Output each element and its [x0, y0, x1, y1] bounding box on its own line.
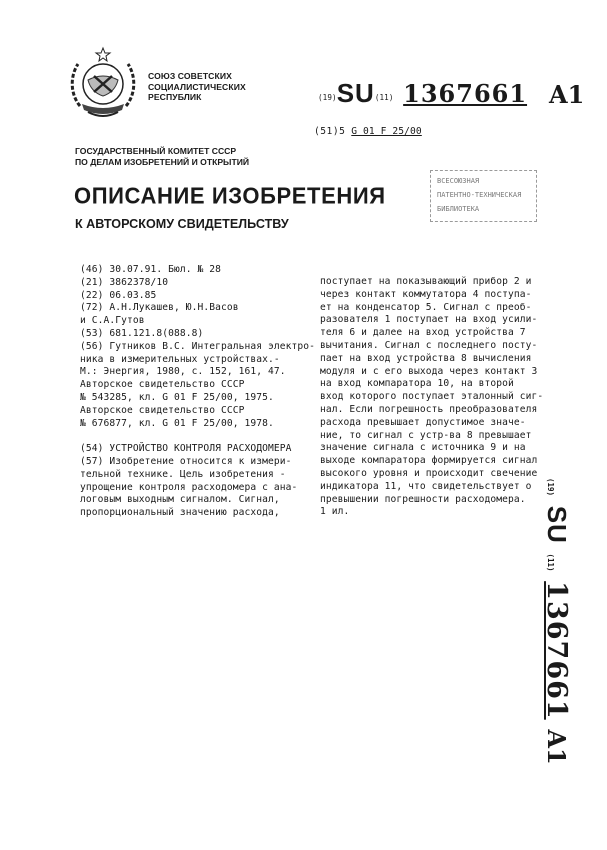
text-line: пает на вход устройства 8 вычисления — [320, 352, 532, 364]
text-line: теля 6 и далее на вход устройства 7 — [320, 327, 526, 339]
text-line: (21) 3862378/10 — [80, 276, 169, 288]
text-line: (72) А.Н.Лукашев, Ю.Н.Васов — [80, 302, 239, 314]
text-line: вход которого поступает эталонный сиг- — [320, 391, 544, 403]
patent-number-block — [318, 78, 527, 109]
text-line: разователя 1 поступает на вход усили- — [320, 314, 538, 326]
text-line: 1 ил. — [320, 506, 350, 518]
side-patent-number: 1367661 — [541, 581, 572, 720]
text-line: вычитания. Сигнал с последнего посту- — [320, 339, 538, 351]
side-code-19: (19) — [546, 478, 555, 497]
text-line: (56) Гутников В.С. Интегральная электро- — [80, 340, 316, 352]
text-line: поступает на показывающий прибор 2 и — [320, 276, 532, 287]
text-line: превышении погрешности расходомера. — [320, 493, 526, 505]
side-kind-code: A1 — [542, 729, 571, 765]
text-line: высокого уровня и происходит свечение — [320, 467, 538, 479]
country-name: СОЮЗ СОВЕТСКИХ СОЦИАЛИСТИЧЕСКИХ РЕСПУБЛИК — [148, 71, 246, 102]
code-19-label: (19) — [318, 93, 337, 102]
ipc-value: G 01 F 25/00 — [351, 126, 422, 137]
text-line: логовым выходным сигналом. Сигнал, — [80, 494, 280, 506]
text-line: ние, то сигнал с устр-ва 8 превышает — [320, 429, 532, 441]
text-line: ника в измерительных устройствах.- — [80, 353, 280, 365]
text-line: (53) 681.121.8(088.8) — [80, 327, 204, 339]
text-line: выходе компаратора формируется сигнал — [320, 455, 538, 467]
text-line: через контакт коммутатора 4 поступа- — [320, 288, 532, 300]
state-committee: ГОСУДАРСТВЕННЫЙ КОМИТЕТ СССР ПО ДЕЛАМ ИЗОБРЕТЕНИЙ И ОТКРЫТИЙ — [75, 146, 250, 167]
text-line: (54) УСТРОЙСТВО КОНТРОЛЯ РАСХОДОМЕРА — [80, 443, 292, 455]
text-line: (46) 30.07.91. Бюл. № 28 — [80, 264, 222, 275]
text-line: Авторское свидетельство СССР — [80, 404, 245, 416]
text-line: Авторское свидетельство СССР — [80, 379, 245, 391]
document-title: ОПИСАНИЕ ИЗОБРЕТЕНИЯ — [74, 182, 386, 209]
text-line: тельной технике. Цель изобретения - — [80, 468, 286, 480]
patent-number: 1367661 — [403, 79, 528, 108]
text-line: М.: Энергия, 1980, с. 152, 161, 47. — [80, 366, 286, 378]
kind-code: A1 — [549, 80, 585, 109]
ipc-classification — [314, 126, 422, 137]
library-stamp: ВСЕСОЮЗНАЯ ПАТЕНТНО-ТЕХНИЧЕСКАЯ БИБЛИОТЕКА — [430, 170, 537, 222]
text-line: нал. Если погрешность преобразователя — [320, 403, 538, 415]
text-line: № 543285, кл. G 01 F 25/00, 1975. — [80, 391, 274, 403]
code-11-label: (11) — [374, 93, 394, 102]
text-line: (22) 06.03.85 — [80, 289, 157, 301]
text-line: и С.А.Гутов — [80, 315, 145, 327]
ussr-emblem-icon — [68, 46, 138, 122]
document-subtitle: К АВТОРСКОМУ СВИДЕТЕЛЬСТВУ — [75, 217, 289, 231]
text-line: индикатора 11, что свидетельствует о — [320, 480, 532, 492]
text-line: модуля и с его выхода через контакт 3 — [320, 365, 538, 377]
text-line: (57) Изобретение относится к измери- — [80, 455, 292, 467]
text-line: пропорциональный значению расхода, — [80, 507, 280, 519]
text-line: упрощение контроля расходомера с ана- — [80, 481, 298, 493]
text-line — [80, 430, 312, 443]
side-code-11: (11) — [546, 553, 555, 572]
side-patent-code — [534, 478, 572, 765]
text-line: значение сигнала с источника 9 и на — [320, 442, 526, 454]
bibliographic-column — [80, 264, 316, 520]
text-line: № 676877, кл. G 01 F 25/00, 1978. — [80, 417, 274, 429]
country-code: SU — [336, 78, 375, 108]
ipc-label: (51)5 — [314, 126, 346, 137]
text-line: на вход компаратора 10, на второй — [320, 378, 514, 390]
text-line: расхода превышает допустимое значе- — [320, 416, 526, 428]
side-country-code: SU — [542, 505, 572, 544]
abstract-column — [320, 276, 550, 519]
text-line: ет на конденсатор 5. Сигнал с преоб- — [320, 301, 532, 313]
